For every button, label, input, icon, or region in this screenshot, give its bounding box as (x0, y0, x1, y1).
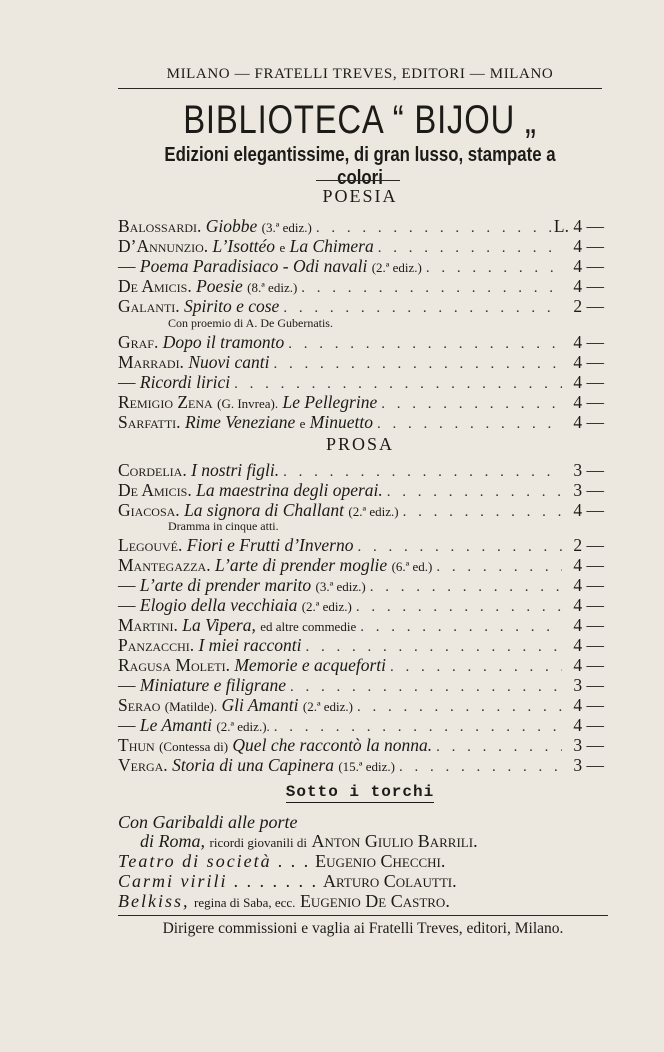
work-title: Quel che raccontò la nonna. (232, 735, 433, 755)
price: 2 — (573, 296, 604, 316)
work-title: Nuovi canti (188, 352, 270, 372)
list-item (118, 755, 604, 775)
list-item (118, 460, 604, 480)
price: 4 — (573, 412, 604, 432)
work-title: Poema Paradisiaco - Odi navali (139, 256, 368, 276)
footer-note: Dirigere commissioni e vaglia ai Fratelli Treves, editori, Milano. (162, 920, 564, 937)
price: 3 — (573, 755, 604, 775)
list-item (118, 735, 604, 755)
price: 3 — (573, 480, 604, 500)
work-title: Le Amanti (139, 715, 212, 735)
author: — (118, 675, 136, 695)
edition: (3.ª ediz.) (261, 220, 312, 235)
author: — (118, 595, 136, 615)
list-item (118, 655, 604, 675)
pseudonym: (G. Invrea). (217, 396, 279, 411)
price: 4 — (573, 715, 604, 735)
conjunction: e (299, 416, 306, 431)
author: Sarfatti. (118, 412, 181, 432)
author: Cordelia. (118, 460, 187, 480)
work-title: Dopo il tramonto (162, 332, 285, 352)
forthcoming-line: Teatro di società . . . Eugenio Checchi. (118, 851, 446, 871)
author: Ragusa Moleti. (118, 655, 230, 675)
author: Mantegazza. (118, 555, 211, 575)
edition: (2.ª ediz.) (348, 504, 399, 519)
author: Balossardi. (118, 216, 202, 236)
price: L. 4 — (553, 216, 604, 236)
header-rule (118, 88, 602, 89)
forthcoming-line: Con Garibaldi alle porte (118, 812, 298, 832)
work-title: La Chimera (289, 236, 374, 256)
title-suffix: (Contessa di) (159, 739, 229, 754)
price: 3 — (573, 460, 604, 480)
series-subtitle: Edizioni elegantissime, di gran lusso, stampate a colori (164, 144, 556, 189)
forthcoming-line: Belkiss, regina di Saba, ecc. Eugenio De Castro. (118, 891, 450, 911)
first-name: (Matilde). (164, 699, 218, 714)
work-title: Ricordi lirici (139, 372, 231, 392)
price: 3 — (573, 735, 604, 755)
list-item (118, 695, 604, 715)
list-item (118, 256, 604, 276)
price: 4 — (573, 615, 604, 635)
author: Marradi. (118, 352, 184, 372)
list-item (118, 332, 604, 352)
author: D’Annunzio. (118, 236, 209, 256)
list-item (118, 500, 604, 520)
price: 4 — (573, 500, 604, 520)
author: Legouvé. (118, 535, 183, 555)
edition: (8.ª ediz.) (247, 280, 298, 295)
author: — (118, 575, 136, 595)
work-title: Minuetto (309, 412, 373, 432)
work-title: L’arte di prender moglie (214, 555, 388, 575)
price: 4 — (573, 256, 604, 276)
note-extra: ed altre commedie (260, 619, 357, 634)
work-title: L’arte di prender marito (139, 575, 312, 595)
series-title: BIBLIOTECA “ BIJOU „ (183, 98, 537, 142)
author: Verga. (118, 755, 168, 775)
list-item (118, 372, 604, 392)
work-title: Memorie e acqueforti (234, 655, 386, 675)
list-item (118, 715, 604, 735)
list-item (118, 236, 604, 256)
author: Galanti. (118, 296, 180, 316)
list-item (118, 392, 604, 412)
footer-rule (118, 915, 608, 916)
list-item (118, 216, 604, 236)
section-torchi-heading: Sotto i torchi (285, 783, 435, 801)
author: — (118, 715, 136, 735)
price: 4 — (573, 655, 604, 675)
list-item (118, 615, 604, 635)
work-title: I nostri figli. (191, 460, 280, 480)
price: 4 — (573, 332, 604, 352)
work-title: Rime Veneziane (184, 412, 296, 432)
edition: (2.ª ediz.) (371, 260, 422, 275)
note: Con proemio di A. De Gubernatis. (168, 316, 333, 330)
edition: (3.ª ediz.) (315, 579, 366, 594)
price: 4 — (573, 276, 604, 296)
work-title: L’Isottéo (212, 236, 276, 256)
list-item (118, 535, 604, 555)
author: Graf. (118, 332, 159, 352)
edition: (2.ª ediz.). (216, 719, 270, 734)
work-title: Gli Amanti (221, 695, 299, 715)
work-title: Fiori e Frutti d’Inverno (186, 535, 354, 555)
price: 3 — (573, 675, 604, 695)
list-item (118, 675, 604, 695)
edition: (2.ª ediz.) (302, 699, 354, 714)
section-prosa-heading: PROSA (325, 434, 395, 454)
price: 4 — (573, 372, 604, 392)
work-title: Spirito e cose (184, 296, 280, 316)
price: 4 — (573, 555, 604, 575)
conjunction: e (279, 240, 286, 255)
forthcoming-line: di Roma, ricordi giovanili di Anton Giulio Barrili. (140, 831, 478, 851)
work-title: Poesie (196, 276, 243, 296)
price: 4 — (573, 236, 604, 256)
price: 4 — (573, 595, 604, 615)
price: 4 — (573, 635, 604, 655)
author: Thun (118, 735, 155, 755)
price: 2 — (573, 535, 604, 555)
work-title: Giobbe (205, 216, 258, 236)
price: 4 — (573, 575, 604, 595)
edition: (6.ª ed.) (391, 559, 433, 574)
author: — (118, 256, 136, 276)
work-title: Miniature e filigrane (139, 675, 287, 695)
edition: (2.ª ediz.) (301, 599, 352, 614)
list-item (118, 555, 604, 575)
list-item (118, 276, 604, 296)
price: 4 — (573, 352, 604, 372)
author: Serao (118, 695, 161, 715)
work-title: La signora di Challant (184, 500, 345, 520)
edition: (15.ª ediz.) (338, 759, 395, 774)
list-item (118, 635, 604, 655)
author: Remigio Zena (118, 392, 213, 412)
list-item (118, 595, 604, 615)
work-title: Elogio della vecchiaia (139, 595, 298, 615)
list-item (118, 412, 604, 432)
list-item (118, 575, 604, 595)
author: Giacosa. (118, 500, 180, 520)
note: Dramma in cinque atti. (168, 519, 279, 533)
author: Panzacchi. (118, 635, 195, 655)
work-title: La maestrina degli operai. (196, 480, 383, 500)
work-title: Le Pellegrine (282, 392, 378, 412)
author: De Amicis. (118, 276, 192, 296)
work-title: I miei racconti (198, 635, 302, 655)
author: De Amicis. (118, 480, 192, 500)
subtitle-rule (316, 180, 400, 181)
list-item (118, 352, 604, 372)
work-title: Storia di una Capinera (172, 755, 334, 775)
price: 4 — (573, 695, 604, 715)
list-item (118, 480, 604, 500)
author: — (118, 372, 136, 392)
publisher-header: MILANO — FRATELLI TREVES, EDITORI — MILANO (166, 66, 554, 82)
section-poesia-heading: POESIA (322, 186, 398, 206)
forthcoming-line: Carmi virili . . . . . . . Arturo Colautti. (118, 871, 457, 891)
price: 4 — (573, 392, 604, 412)
author: Martini. (118, 615, 178, 635)
list-item (118, 296, 604, 316)
work-title: La Vipera, (182, 615, 256, 635)
